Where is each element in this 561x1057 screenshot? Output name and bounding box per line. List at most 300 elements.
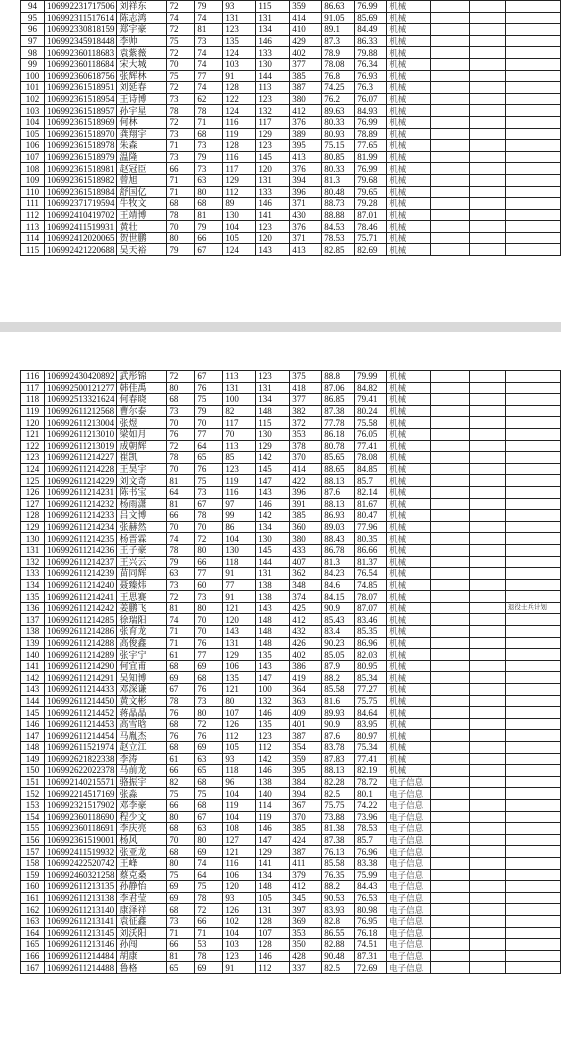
major-category: 机械 bbox=[387, 765, 431, 777]
score-final: 84.64 bbox=[355, 707, 387, 719]
table-row bbox=[21, 394, 561, 406]
score-retest: 86.18 bbox=[322, 428, 355, 440]
score-final: 85.34 bbox=[355, 672, 387, 684]
extra-2 bbox=[470, 209, 506, 221]
score-retest: 90.48 bbox=[322, 950, 355, 962]
score-major: 140 bbox=[256, 788, 290, 800]
score-major: 120 bbox=[256, 163, 290, 175]
exam-id: 106992611214237 bbox=[44, 556, 117, 568]
major-category: 机械 bbox=[387, 232, 431, 244]
note bbox=[505, 927, 560, 939]
score-major: 112 bbox=[256, 962, 290, 974]
score-english: 70 bbox=[195, 417, 223, 429]
score-english: 66 bbox=[195, 915, 223, 927]
table-row bbox=[21, 24, 561, 36]
score-politics: 69 bbox=[167, 672, 195, 684]
extra-1 bbox=[431, 47, 470, 59]
score-english: 72 bbox=[195, 718, 223, 730]
score-politics: 74 bbox=[167, 533, 195, 545]
score-major: 144 bbox=[256, 556, 290, 568]
exam-id: 106992611214286 bbox=[44, 626, 117, 638]
score-math: 116 bbox=[223, 486, 256, 498]
score-total: 360 bbox=[290, 521, 322, 533]
exam-id: 106992611214454 bbox=[44, 730, 117, 742]
score-major: 142 bbox=[256, 510, 290, 522]
exam-id: 106992513321624 bbox=[44, 394, 117, 406]
candidate-name: 曹尔泰 bbox=[117, 405, 167, 417]
candidate-name: 吴天裕 bbox=[117, 244, 167, 256]
score-english: 77 bbox=[195, 70, 223, 82]
score-english: 73 bbox=[195, 486, 223, 498]
score-major: 133 bbox=[256, 47, 290, 59]
extra-2 bbox=[470, 405, 506, 417]
note bbox=[506, 163, 561, 175]
score-politics: 66 bbox=[167, 799, 195, 811]
exam-id: 106992411519932 bbox=[44, 846, 117, 858]
candidate-name: 张煜 bbox=[117, 417, 167, 429]
score-final: 78.08 bbox=[355, 452, 387, 464]
extra-1 bbox=[431, 823, 470, 835]
score-retest: 80.78 bbox=[322, 440, 355, 452]
score-english: 67 bbox=[195, 244, 223, 256]
extra-1 bbox=[431, 707, 470, 719]
major-category: 机械 bbox=[387, 510, 431, 522]
score-major: 144 bbox=[256, 70, 290, 82]
score-math: 130 bbox=[223, 544, 256, 556]
score-total: 391 bbox=[290, 498, 322, 510]
exam-id: 106992611214227 bbox=[44, 452, 117, 464]
major-category: 机械 bbox=[387, 533, 431, 545]
score-retest: 78.9 bbox=[322, 47, 355, 59]
extra-2 bbox=[470, 904, 506, 916]
score-total: 387 bbox=[290, 82, 322, 94]
note bbox=[505, 614, 560, 626]
score-english: 74 bbox=[195, 82, 223, 94]
score-retest: 89.63 bbox=[322, 105, 355, 117]
major-category: 机械 bbox=[387, 475, 431, 487]
score-final: 76.53 bbox=[355, 892, 387, 904]
row-number: 140 bbox=[21, 649, 45, 661]
table-row bbox=[21, 475, 561, 487]
row-number: 111 bbox=[21, 198, 45, 210]
extra-2 bbox=[470, 834, 506, 846]
score-total: 396 bbox=[290, 186, 322, 198]
score-retest: 87.38 bbox=[322, 405, 355, 417]
note bbox=[505, 637, 560, 649]
row-number: 165 bbox=[21, 939, 45, 951]
exam-id: 106992611214290 bbox=[44, 660, 117, 672]
extra-1 bbox=[431, 626, 470, 638]
candidate-name: 聂臻炜 bbox=[117, 579, 167, 591]
score-politics: 73 bbox=[167, 915, 195, 927]
score-major: 138 bbox=[256, 579, 290, 591]
score-final: 82.14 bbox=[355, 486, 387, 498]
exam-id: 106992611213138 bbox=[44, 892, 117, 904]
major-category: 机械 bbox=[387, 660, 431, 672]
major-category: 机械 bbox=[387, 579, 431, 591]
candidate-name: 韩佳禹 bbox=[117, 382, 167, 394]
candidate-name: 王思赛 bbox=[117, 591, 167, 603]
major-category: 机械 bbox=[387, 93, 431, 105]
score-politics: 79 bbox=[167, 556, 195, 568]
extra-2 bbox=[470, 486, 506, 498]
score-total: 382 bbox=[290, 405, 322, 417]
score-final: 83.46 bbox=[355, 614, 387, 626]
extra-1 bbox=[431, 881, 470, 893]
extra-2 bbox=[470, 950, 506, 962]
major-category: 机械 bbox=[387, 221, 431, 233]
major-category: 机械 bbox=[387, 753, 431, 765]
score-total: 414 bbox=[290, 12, 322, 24]
score-major: 141 bbox=[256, 209, 290, 221]
extra-2 bbox=[470, 12, 506, 24]
score-retest: 88.2 bbox=[322, 881, 355, 893]
extra-1 bbox=[431, 591, 470, 603]
table-row bbox=[21, 244, 561, 256]
major-category: 机械 bbox=[387, 684, 431, 696]
row-number: 139 bbox=[21, 637, 45, 649]
row-number: 95 bbox=[21, 12, 45, 24]
extra-2 bbox=[470, 198, 506, 210]
major-category: 机械 bbox=[387, 128, 431, 140]
candidate-name: 吕文博 bbox=[117, 510, 167, 522]
exam-id: 106992411519931 bbox=[44, 221, 117, 233]
score-major: 148 bbox=[256, 405, 290, 417]
score-major: 130 bbox=[256, 428, 290, 440]
score-english: 80 bbox=[195, 602, 223, 614]
score-english: 80 bbox=[195, 707, 223, 719]
exam-id: 106992611214484 bbox=[44, 950, 117, 962]
exam-id: 106992330818159 bbox=[44, 24, 117, 36]
extra-2 bbox=[470, 498, 506, 510]
score-math: 108 bbox=[223, 823, 256, 835]
score-major: 148 bbox=[256, 637, 290, 649]
score-math: 123 bbox=[223, 463, 256, 475]
score-major: 123 bbox=[256, 140, 290, 152]
score-total: 407 bbox=[290, 556, 322, 568]
score-major: 130 bbox=[256, 58, 290, 70]
score-english: 70 bbox=[195, 614, 223, 626]
score-math: 124 bbox=[223, 105, 256, 117]
score-retest: 78.53 bbox=[322, 232, 355, 244]
candidate-name: 杨雨潇 bbox=[117, 498, 167, 510]
table-row bbox=[21, 846, 561, 858]
candidate-name: 胡康 bbox=[117, 950, 167, 962]
score-final: 78.07 bbox=[355, 591, 387, 603]
score-retest: 82.88 bbox=[322, 939, 355, 951]
candidate-name: 王靖博 bbox=[117, 209, 167, 221]
score-total: 350 bbox=[290, 939, 322, 951]
major-category: 电子信息 bbox=[387, 823, 431, 835]
exam-id: 106992214517169 bbox=[44, 788, 117, 800]
candidate-name: 杨风 bbox=[117, 834, 167, 846]
extra-1 bbox=[431, 24, 470, 36]
score-final: 79.41 bbox=[355, 394, 387, 406]
extra-2 bbox=[470, 892, 506, 904]
row-number: 155 bbox=[21, 823, 45, 835]
note bbox=[506, 35, 561, 47]
score-math: 106 bbox=[223, 869, 256, 881]
table-row bbox=[21, 962, 561, 974]
candidate-name: 张宇宁 bbox=[117, 649, 167, 661]
exam-id: 106992321517902 bbox=[44, 799, 117, 811]
candidate-name: 牛牧文 bbox=[117, 198, 167, 210]
score-english: 71 bbox=[195, 116, 223, 128]
score-math: 116 bbox=[223, 857, 256, 869]
score-math: 123 bbox=[223, 24, 256, 36]
score-final: 75.75 bbox=[355, 695, 387, 707]
table-row bbox=[21, 1, 561, 13]
exam-id: 106992611213140 bbox=[44, 904, 117, 916]
score-politics: 70 bbox=[167, 521, 195, 533]
candidate-name: 张育龙 bbox=[117, 626, 167, 638]
score-english: 80 bbox=[195, 544, 223, 556]
score-retest: 91.05 bbox=[322, 12, 355, 24]
score-math: 119 bbox=[223, 475, 256, 487]
score-politics: 76 bbox=[167, 428, 195, 440]
extra-1 bbox=[431, 684, 470, 696]
score-politics: 76 bbox=[167, 730, 195, 742]
extra-2 bbox=[470, 35, 506, 47]
table-row bbox=[21, 556, 561, 568]
note bbox=[506, 198, 561, 210]
extra-2 bbox=[470, 105, 506, 117]
table-row bbox=[21, 811, 561, 823]
score-retest: 84.53 bbox=[322, 221, 355, 233]
score-politics: 75 bbox=[167, 35, 195, 47]
score-english: 75 bbox=[195, 394, 223, 406]
candidate-name: 张赫然 bbox=[117, 521, 167, 533]
exam-id: 106992611214234 bbox=[44, 521, 117, 533]
score-politics: 70 bbox=[167, 58, 195, 70]
extra-2 bbox=[470, 93, 506, 105]
extra-2 bbox=[470, 24, 506, 36]
score-english: 68 bbox=[195, 799, 223, 811]
score-english: 73 bbox=[195, 140, 223, 152]
row-number: 137 bbox=[21, 614, 45, 626]
score-major: 129 bbox=[256, 128, 290, 140]
table-row bbox=[21, 486, 561, 498]
extra-1 bbox=[431, 939, 470, 951]
exam-id: 106992611213004 bbox=[44, 417, 117, 429]
score-final: 84.49 bbox=[355, 24, 387, 36]
score-politics: 78 bbox=[167, 209, 195, 221]
exam-id: 106992410419702 bbox=[44, 209, 117, 221]
results-page-2 bbox=[0, 368, 561, 1057]
score-politics: 70 bbox=[167, 463, 195, 475]
candidate-name: 张辉林 bbox=[117, 70, 167, 82]
score-retest: 90.9 bbox=[322, 718, 355, 730]
extra-2 bbox=[470, 695, 506, 707]
candidate-name: 李庆亮 bbox=[117, 823, 167, 835]
score-math: 123 bbox=[223, 950, 256, 962]
note bbox=[506, 174, 561, 186]
row-number: 109 bbox=[21, 174, 45, 186]
extra-2 bbox=[470, 47, 506, 59]
row-number: 104 bbox=[21, 116, 45, 128]
note bbox=[505, 939, 560, 951]
score-major: 134 bbox=[256, 869, 290, 881]
note bbox=[505, 626, 560, 638]
score-english: 74 bbox=[195, 12, 223, 24]
score-total: 377 bbox=[290, 394, 322, 406]
row-number: 135 bbox=[21, 591, 45, 603]
score-total: 372 bbox=[290, 417, 322, 429]
major-category: 机械 bbox=[387, 730, 431, 742]
score-retest: 88.13 bbox=[322, 765, 355, 777]
major-category: 机械 bbox=[387, 707, 431, 719]
major-category: 机械 bbox=[387, 35, 431, 47]
candidate-name: 高雪晗 bbox=[117, 718, 167, 730]
exam-id: 106992421220688 bbox=[44, 244, 117, 256]
exam-id: 106992621822338 bbox=[44, 753, 117, 765]
extra-2 bbox=[470, 475, 506, 487]
major-category: 机械 bbox=[387, 174, 431, 186]
exam-id: 106992611214231 bbox=[44, 486, 117, 498]
extra-1 bbox=[431, 602, 470, 614]
row-number: 107 bbox=[21, 151, 45, 163]
major-category: 机械 bbox=[387, 394, 431, 406]
score-english: 67 bbox=[195, 811, 223, 823]
score-retest: 86.78 bbox=[322, 544, 355, 556]
table-row bbox=[21, 116, 561, 128]
candidate-name: 徐瑞阳 bbox=[117, 614, 167, 626]
score-major: 123 bbox=[256, 221, 290, 233]
table-row bbox=[21, 857, 561, 869]
exam-id: 106992360118691 bbox=[44, 823, 117, 835]
score-retest: 87.83 bbox=[322, 753, 355, 765]
score-total: 376 bbox=[290, 116, 322, 128]
note bbox=[505, 568, 560, 580]
score-major: 148 bbox=[256, 626, 290, 638]
extra-1 bbox=[431, 695, 470, 707]
score-english: 79 bbox=[195, 151, 223, 163]
score-politics: 66 bbox=[167, 765, 195, 777]
table-row bbox=[21, 140, 561, 152]
row-number: 103 bbox=[21, 105, 45, 117]
score-retest: 81.3 bbox=[322, 174, 355, 186]
candidate-name: 李帅 bbox=[117, 35, 167, 47]
row-number: 115 bbox=[21, 244, 45, 256]
score-math: 85 bbox=[223, 452, 256, 464]
table-row bbox=[21, 405, 561, 417]
extra-2 bbox=[470, 753, 506, 765]
score-final: 77.41 bbox=[355, 440, 387, 452]
row-number: 110 bbox=[21, 186, 45, 198]
candidate-name: 刘文奇 bbox=[117, 475, 167, 487]
score-total: 402 bbox=[290, 47, 322, 59]
score-major: 143 bbox=[256, 486, 290, 498]
table-row bbox=[21, 232, 561, 244]
note bbox=[505, 498, 560, 510]
score-final: 79.65 bbox=[355, 186, 387, 198]
table-row bbox=[21, 521, 561, 533]
major-category: 电子信息 bbox=[387, 788, 431, 800]
extra-1 bbox=[431, 116, 470, 128]
extra-2 bbox=[470, 371, 506, 383]
exam-id: 106992360118684 bbox=[44, 58, 117, 70]
score-english: 66 bbox=[195, 232, 223, 244]
score-total: 376 bbox=[290, 221, 322, 233]
score-total: 375 bbox=[290, 371, 322, 383]
score-final: 82.19 bbox=[355, 765, 387, 777]
exam-id: 106992611213141 bbox=[44, 915, 117, 927]
score-retest: 82.28 bbox=[322, 776, 355, 788]
score-politics: 68 bbox=[167, 718, 195, 730]
table-row bbox=[21, 869, 561, 881]
extra-1 bbox=[431, 846, 470, 858]
score-final: 80.35 bbox=[355, 533, 387, 545]
score-total: 418 bbox=[290, 382, 322, 394]
extra-2 bbox=[470, 510, 506, 522]
score-math: 100 bbox=[223, 394, 256, 406]
score-final: 82.69 bbox=[355, 244, 387, 256]
score-final: 72.69 bbox=[355, 962, 387, 974]
score-final: 76.95 bbox=[355, 915, 387, 927]
score-politics: 72 bbox=[167, 371, 195, 383]
score-politics: 78 bbox=[167, 695, 195, 707]
score-major: 134 bbox=[256, 394, 290, 406]
score-english: 65 bbox=[195, 765, 223, 777]
extra-1 bbox=[431, 417, 470, 429]
table-row bbox=[21, 70, 561, 82]
extra-1 bbox=[431, 544, 470, 556]
note bbox=[505, 428, 560, 440]
score-politics: 75 bbox=[167, 788, 195, 800]
score-politics: 73 bbox=[167, 128, 195, 140]
extra-1 bbox=[431, 742, 470, 754]
extra-2 bbox=[470, 417, 506, 429]
score-retest: 80.33 bbox=[322, 116, 355, 128]
score-total: 429 bbox=[290, 35, 322, 47]
extra-1 bbox=[431, 405, 470, 417]
table-row bbox=[21, 788, 561, 800]
extra-2 bbox=[470, 742, 506, 754]
major-category: 机械 bbox=[387, 626, 431, 638]
score-major: 146 bbox=[256, 823, 290, 835]
row-number: 141 bbox=[21, 660, 45, 672]
score-final: 74.22 bbox=[355, 799, 387, 811]
score-retest: 87.6 bbox=[322, 486, 355, 498]
candidate-name: 李君莹 bbox=[117, 892, 167, 904]
major-category: 机械 bbox=[387, 24, 431, 36]
score-final: 78.53 bbox=[355, 823, 387, 835]
score-english: 68 bbox=[195, 776, 223, 788]
score-math: 121 bbox=[223, 846, 256, 858]
table-row bbox=[21, 742, 561, 754]
table-row bbox=[21, 498, 561, 510]
score-retest: 86.85 bbox=[322, 394, 355, 406]
row-number: 154 bbox=[21, 811, 45, 823]
exam-id: 106992611214240 bbox=[44, 579, 117, 591]
score-major: 105 bbox=[256, 892, 290, 904]
extra-2 bbox=[470, 915, 506, 927]
extra-2 bbox=[470, 544, 506, 556]
score-retest: 81.6 bbox=[322, 695, 355, 707]
score-final: 81.67 bbox=[355, 498, 387, 510]
table-row bbox=[21, 209, 561, 221]
major-category: 机械 bbox=[387, 70, 431, 82]
major-category: 机械 bbox=[387, 417, 431, 429]
extra-1 bbox=[431, 533, 470, 545]
score-math: 128 bbox=[223, 140, 256, 152]
score-final: 76.99 bbox=[355, 163, 387, 175]
candidate-name: 康泽祥 bbox=[117, 904, 167, 916]
extra-2 bbox=[470, 927, 506, 939]
page-gap bbox=[0, 318, 561, 368]
exam-id: 106992140215571 bbox=[44, 776, 117, 788]
score-major: 134 bbox=[256, 24, 290, 36]
